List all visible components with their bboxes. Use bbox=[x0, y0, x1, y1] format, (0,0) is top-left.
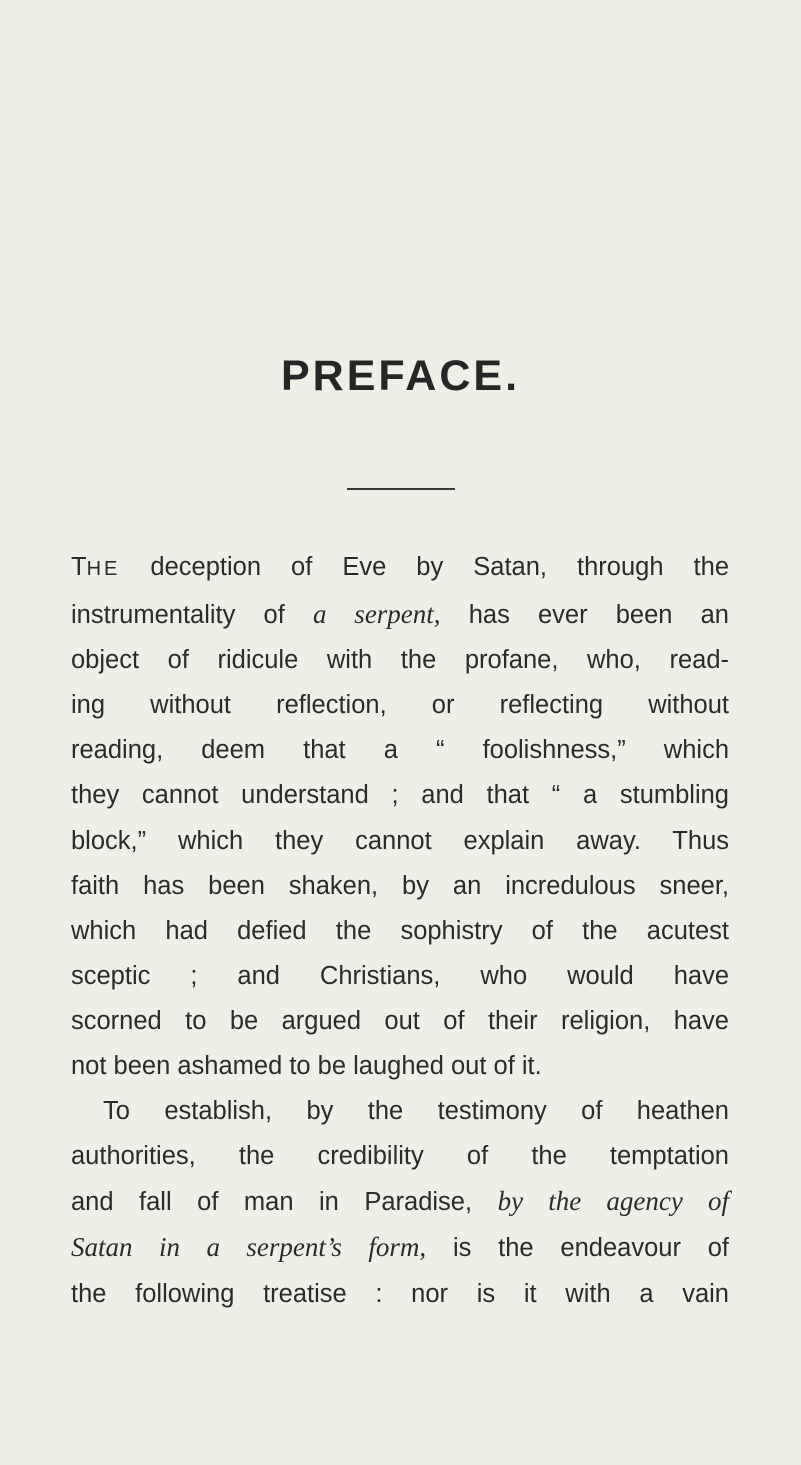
line-text: and fall of man in Paradise, bbox=[71, 1188, 498, 1217]
text-line: ing without reflection, or reflecting without bbox=[71, 691, 729, 720]
preface-text bbox=[71, 545, 729, 1317]
small-caps-rest: HE bbox=[86, 558, 121, 580]
line-text: is the endeavour of bbox=[426, 1234, 729, 1263]
text-line: block,” which they cannot explain away. Thus bbox=[71, 826, 729, 855]
text-line: scorned to be argued out of their religion, have bbox=[71, 1006, 729, 1035]
line-text: instrumentality of bbox=[71, 601, 313, 630]
text-line bbox=[71, 545, 729, 592]
page-title: PREFACE. bbox=[280, 352, 521, 400]
line-text: deception of Eve by Satan, through the bbox=[120, 553, 729, 581]
small-caps-initial: T bbox=[71, 553, 87, 581]
text-line: which had defied the sophistry of the acutest bbox=[71, 916, 729, 945]
title-divider bbox=[347, 488, 455, 490]
text-line bbox=[71, 592, 729, 638]
text-line: sceptic ; and Christians, who would have bbox=[71, 961, 729, 990]
text-line: faith has been shaken, by an incredulous sneer, bbox=[71, 871, 729, 900]
text-line: not been ashamed to be laughed out of it. bbox=[71, 1052, 542, 1081]
line-text: has ever been an bbox=[440, 601, 729, 630]
text-line: the following treatise : nor is it with a vain bbox=[71, 1279, 729, 1308]
text-line: they cannot understand ; and that “ a stumbling bbox=[71, 781, 729, 810]
text-line: authorities, the credibility of the temptation bbox=[71, 1142, 729, 1171]
italic-text: Satan in a serpent’s form, bbox=[71, 1232, 427, 1263]
text-line: reading, deem that a “ foolishness,” which bbox=[71, 736, 729, 765]
text-line bbox=[71, 1225, 729, 1271]
italic-text: a serpent, bbox=[312, 599, 441, 630]
text-line bbox=[71, 1179, 729, 1225]
italic-text: by the agency of bbox=[497, 1186, 729, 1217]
text-line: object of ridicule with the profane, who, read- bbox=[71, 646, 729, 675]
text-line: To establish, by the testimony of heathen bbox=[103, 1097, 729, 1126]
